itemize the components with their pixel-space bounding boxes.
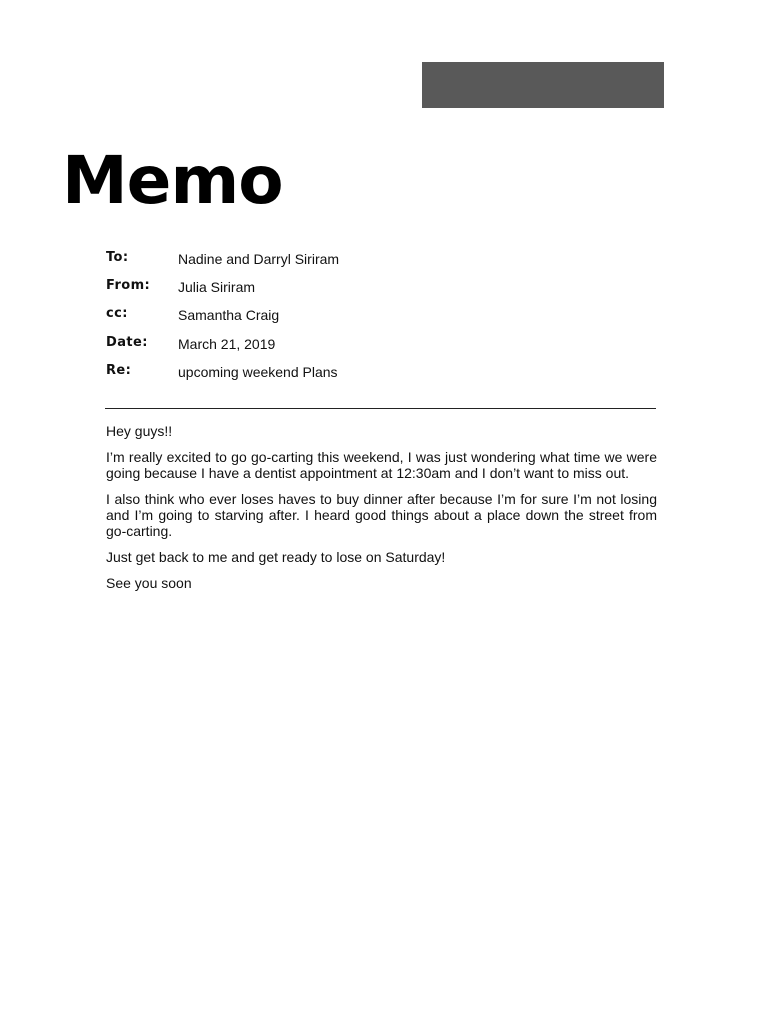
body-paragraph-3: Just get back to me and get ready to lose on Saturday!	[106, 549, 446, 565]
from-label: From:	[106, 278, 151, 294]
date-value: March 21, 2019	[178, 335, 276, 352]
to-value: Nadine and Darryl Siriram	[178, 251, 340, 267]
greeting-paragraph: Hey guys!!	[106, 423, 173, 439]
date-label: Date:	[106, 334, 148, 350]
header-divider	[105, 408, 656, 409]
to-label: To:	[106, 250, 129, 265]
closing-paragraph: See you soon	[106, 575, 192, 591]
re-value: upcoming weekend Plans	[178, 363, 338, 380]
from-value: Julia Siriram	[178, 279, 256, 296]
re-label: Re:	[106, 362, 132, 378]
body-paragraph-2: I also think who ever loses haves to buy dinner after because I’m for sure I’m not losing and I’m going to starving after. I heard good things about a place down the street from go-carting.	[106, 491, 657, 539]
memo-title: Memo	[62, 142, 283, 219]
cc-value: Samantha Craig	[178, 307, 280, 324]
header-banner	[422, 62, 664, 108]
memo-body	[106, 423, 657, 601]
cc-label: cc:	[106, 306, 128, 322]
body-paragraph-1: I’m really excited to go go-carting this weekend, I was just wondering what time we were going because I have a dentist appointment at 12:30am and I don’t want to miss out.	[106, 449, 657, 481]
